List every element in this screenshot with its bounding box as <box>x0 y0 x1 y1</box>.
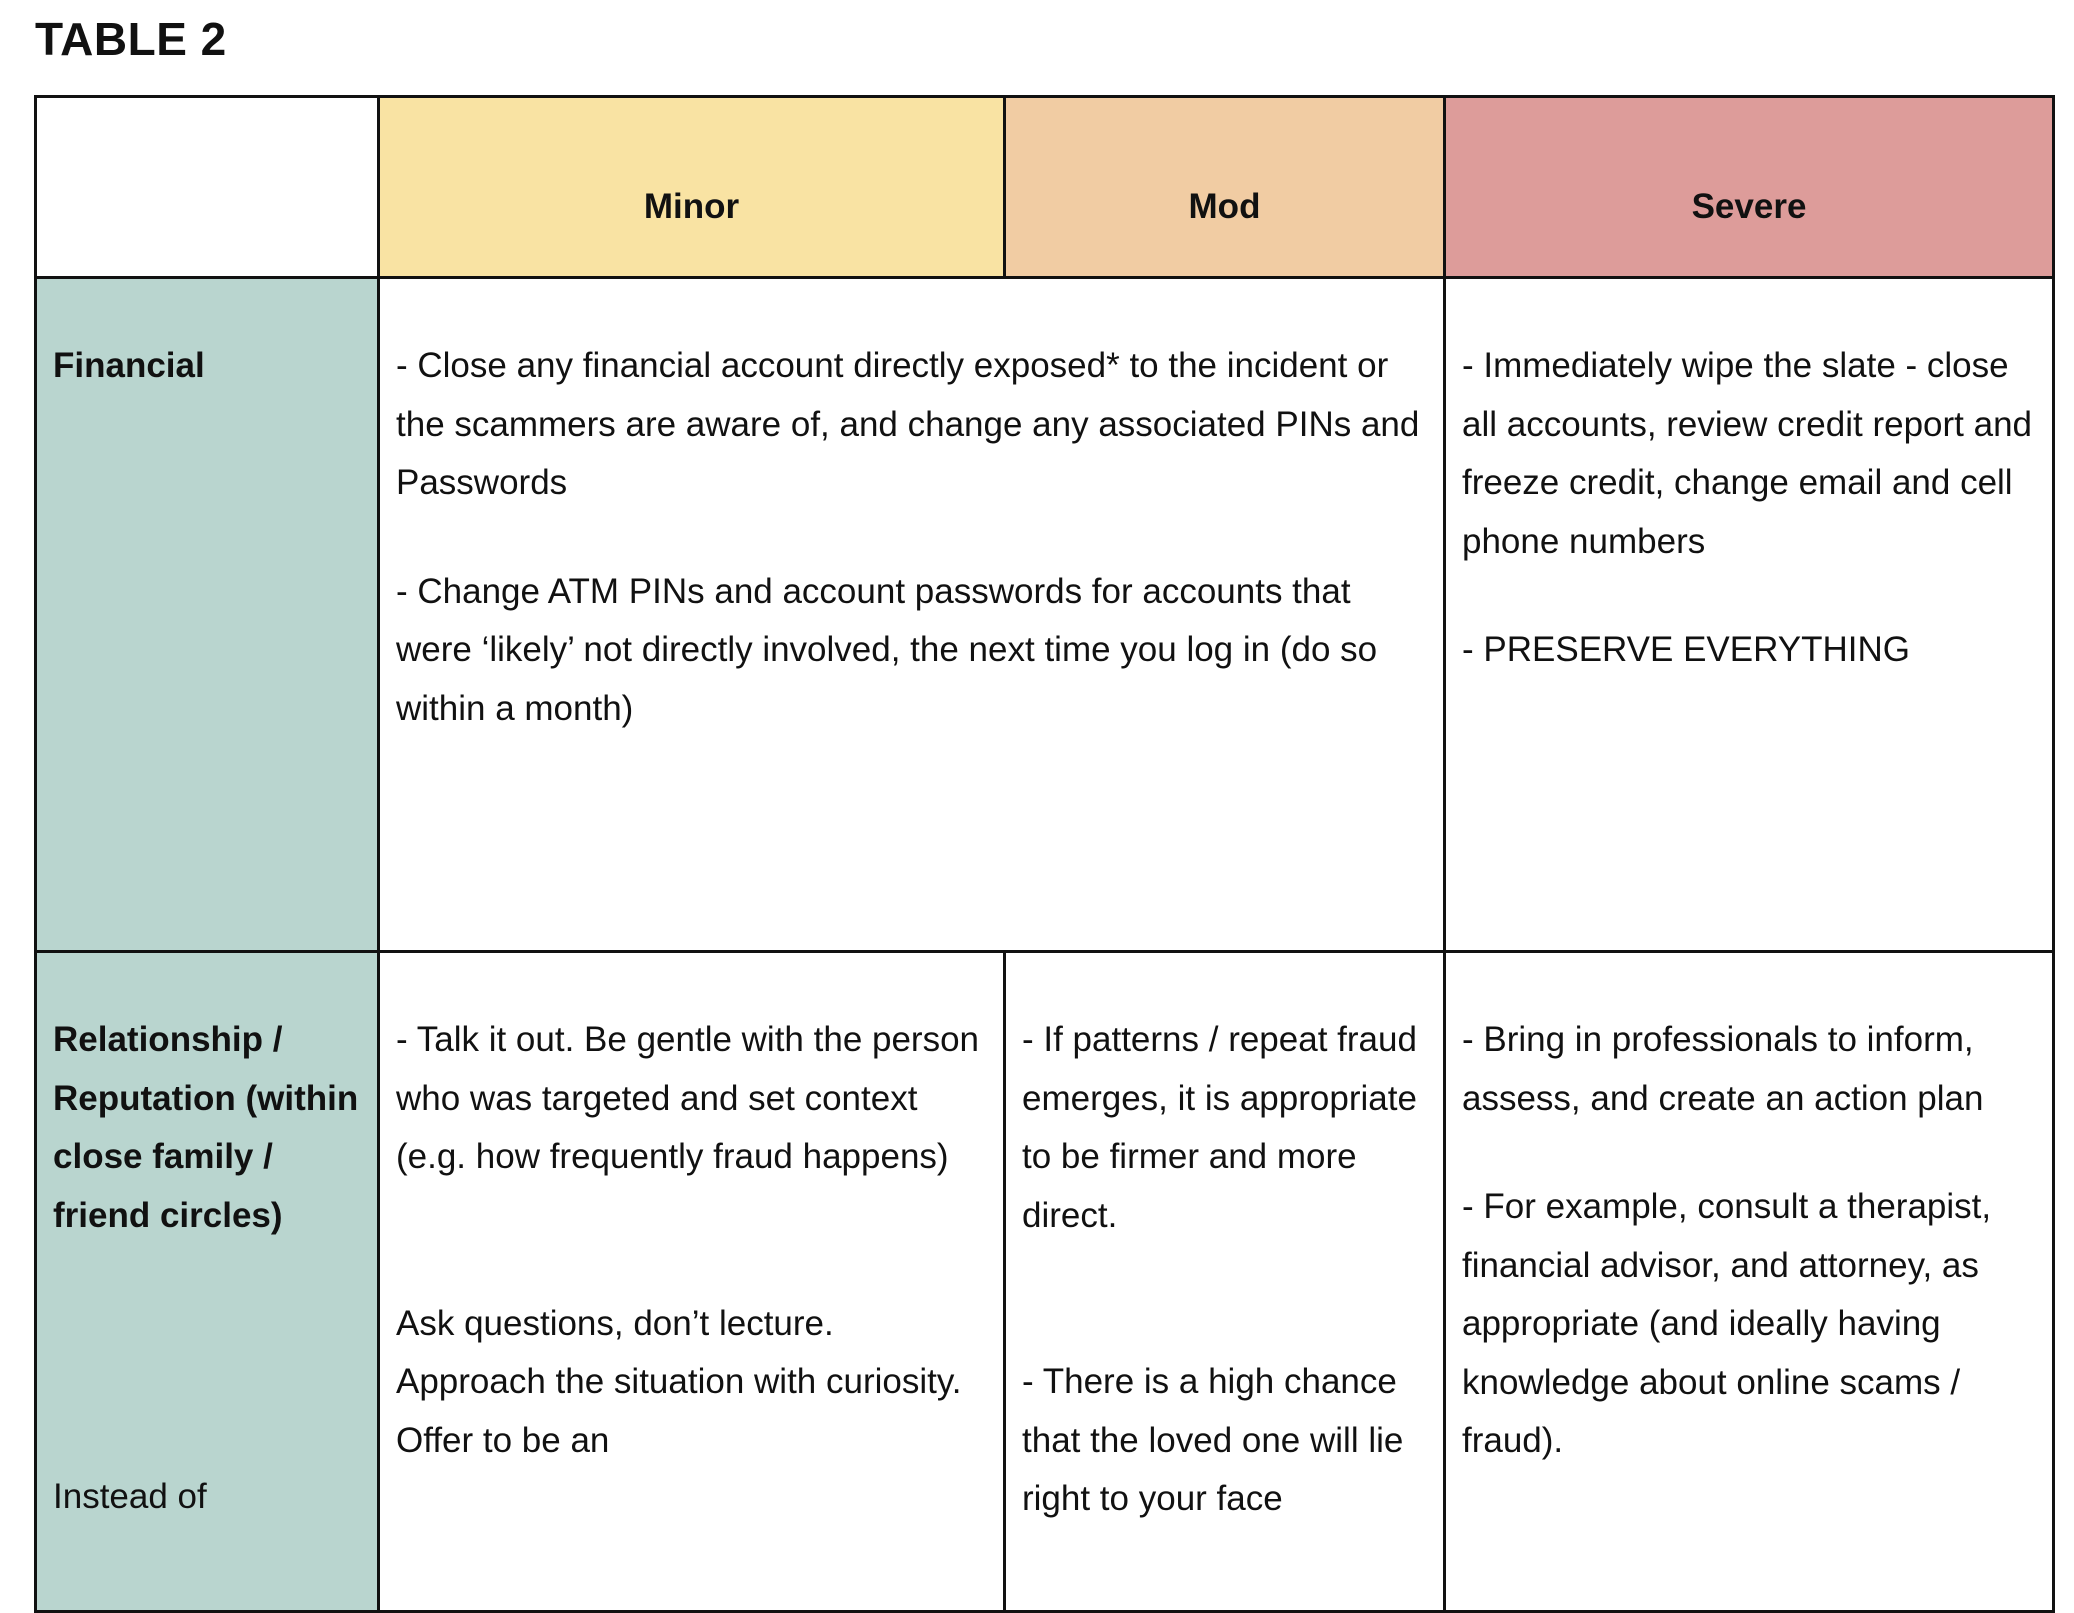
relationship-minor-item-2: Ask questions, don’t lecture. Approach the situation with curiosity. Offer to be an <box>396 1303 962 1460</box>
row-label-financial: Financial <box>36 278 379 952</box>
severity-table <box>34 95 2055 1613</box>
header-severe: Severe <box>1445 97 2054 278</box>
financial-minor-item-1: - Close any financial account directly exposed* to the incident or the scammers are aware of, and change any associated PINs and Passwords <box>396 346 1420 502</box>
relationship-note: Instead of <box>53 1477 207 1516</box>
financial-severe-cell <box>1445 278 2054 952</box>
relationship-minor-item-1: - Talk it out. Be gentle with the person who was targeted and set context (e.g. how frequently fraud happens) <box>396 1020 980 1176</box>
row-label-relationship <box>36 952 379 1612</box>
relationship-mod-item-2: - There is a high chance that the loved one will lie right to your face <box>1022 1362 1404 1518</box>
header-mod: Mod <box>1005 97 1445 278</box>
table-row-relationship <box>36 952 2054 1612</box>
relationship-minor-cell <box>379 952 1005 1612</box>
financial-severe-item-2: - PRESERVE EVERYTHING <box>1462 630 1910 669</box>
financial-minor-item-2: - Change ATM PINs and account passwords for accounts that were ‘likely’ not directly involved, the next time you log in (do so within a month) <box>396 571 1378 728</box>
financial-minor-mod-cell <box>379 278 1445 952</box>
header-empty-cell <box>36 97 379 278</box>
relationship-severe-cell <box>1445 952 2054 1612</box>
header-row <box>36 97 2054 278</box>
relationship-severe-item-1: - Bring in professionals to inform, assess, and create an action plan <box>1462 1020 1984 1118</box>
relationship-mod-item-1: - If patterns / repeat fraud emerges, it is appropriate to be firmer and more direct. <box>1022 1020 1417 1235</box>
header-minor: Minor <box>379 97 1005 278</box>
table-row-financial <box>36 278 2054 952</box>
financial-severe-item-1: - Immediately wipe the slate - close all accounts, review credit report and freeze credit, change email and cell phone numbers <box>1462 346 2032 561</box>
relationship-label-text: Relationship / Reputation (within close family / friend circles) <box>53 1020 359 1235</box>
table-title: TABLE 2 <box>35 13 227 65</box>
relationship-mod-cell <box>1005 952 1445 1612</box>
relationship-severe-item-2: - For example, consult a therapist, financial advisor, and attorney, as appropriate (and ideally having knowledge about online scams / fraud). <box>1462 1187 1992 1460</box>
